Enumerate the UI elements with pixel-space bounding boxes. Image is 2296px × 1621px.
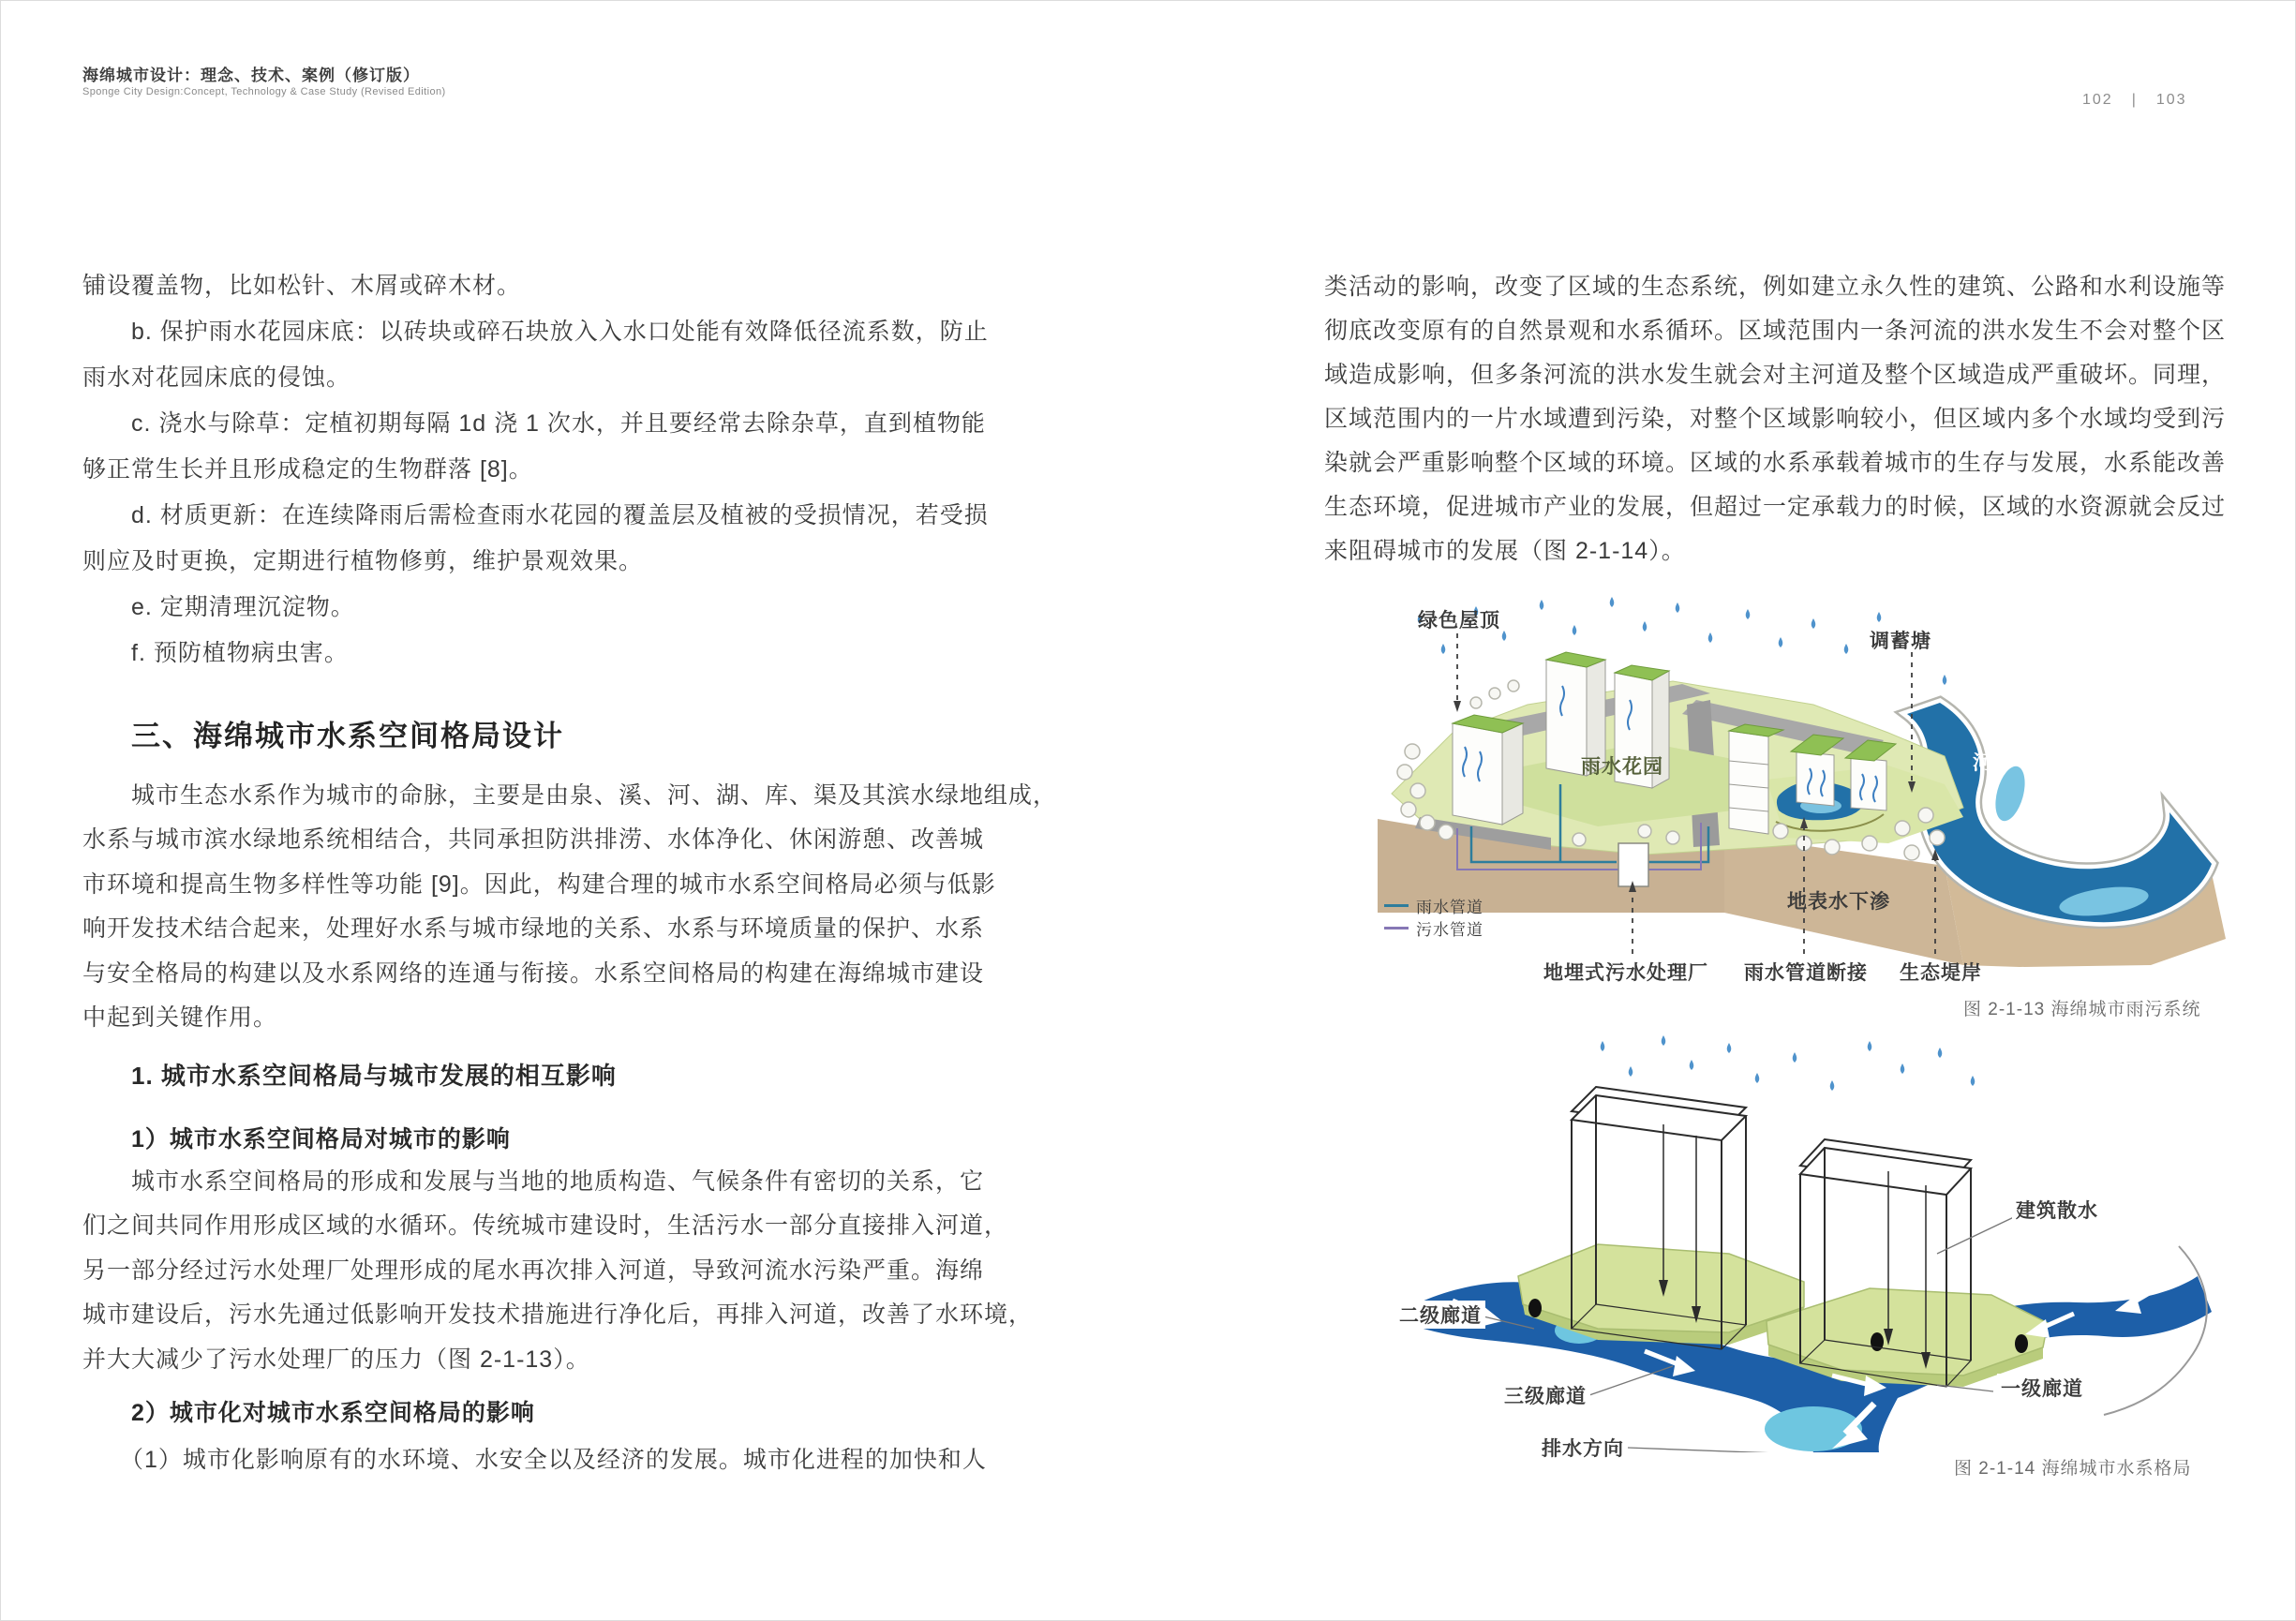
- label-corridor-1: 一级廊道: [1997, 1374, 2087, 1402]
- legend-label: 雨水管道: [1416, 898, 1483, 916]
- text-line: e. 定期清理沉淀物。: [131, 594, 355, 620]
- text-line: 城市水系空间格局的形成和发展与当地的地质构造、气候条件有密切的关系，它: [131, 1168, 985, 1195]
- subheading-1-2: 2）城市化对城市水系空间格局的影响: [131, 1400, 535, 1426]
- label-drain-direction: 排水方向: [1538, 1434, 1628, 1462]
- text-line: 们之间共同作用形成区域的水循环。传统城市建设时，生活污水一部分直接排入河道，: [82, 1212, 1009, 1239]
- text-line: 够正常生长并且形成稳定的生物群落 [8]。: [82, 456, 533, 483]
- text-line: f. 预防植物病虫害。: [131, 640, 349, 666]
- label-building-drain: 建筑散水: [2012, 1196, 2102, 1224]
- rain-icon: [1601, 1035, 1975, 1091]
- figure-1-legend: [1384, 894, 1483, 939]
- label-river: 河: [1973, 752, 1993, 774]
- subheading-1: 1. 城市水系空间格局与城市发展的相互影响: [131, 1062, 617, 1090]
- treatment-plant: [1618, 843, 1648, 886]
- text-line: 雨水对花园床底的侵蚀。: [82, 364, 351, 391]
- label-corridor-2: 二级廊道: [1395, 1301, 1485, 1329]
- text-line: 中起到关键作用。: [82, 1004, 278, 1031]
- text-line: 城市生态水系作为城市的命脉，主要是由泉、溪、河、湖、库、渠及其滨水绿地组成，: [131, 782, 1058, 809]
- book-subtitle: Sponge City Design:Concept, Technology & Case Study (Revised Edition): [82, 86, 446, 97]
- sewage-pipe-swatch-icon: [1384, 927, 1409, 929]
- text-line: 彻底改变原有的自然景观和水系循环。区域范围内一条河流的洪水发生不会对整个区: [1324, 318, 2227, 344]
- text-line: 则应及时更换，定期进行植物修剪，维护景观效果。: [82, 548, 644, 574]
- label-pipe-disconnect: 雨水管道断接: [1744, 962, 1868, 984]
- section-heading: 三、海绵城市水系空间格局设计: [131, 720, 564, 752]
- figure-2-1-13: [1364, 592, 2254, 1037]
- label-eco-bank: 生态堤岸: [1900, 962, 1982, 984]
- page-number-right: 103: [2155, 92, 2187, 108]
- text-line: 来阻碍城市的发展（图 2-1-14）。: [1324, 538, 1686, 564]
- rain-pipe-swatch-icon: [1384, 904, 1409, 907]
- book-title: 海绵城市设计：理念、技术、案例（修订版）: [82, 67, 420, 84]
- legend-item-sewage-pipe: [1384, 916, 1483, 939]
- figure-2-caption: 图 2-1-14 海绵城市水系格局: [1954, 1459, 2192, 1479]
- legend-label: 污水管道: [1416, 920, 1483, 939]
- page-number-left: 102: [2082, 92, 2113, 108]
- text-line: 染就会严重影响整个区域的环境。区域的水系承载着城市的生存与发展，水系能改善: [1324, 450, 2227, 476]
- figure-2-1-14: [1364, 1031, 2254, 1490]
- building: [1453, 715, 1523, 825]
- right-page-column: [1324, 0, 2227, 581]
- text-line: （1）城市化影响原有的水环境、水安全以及经济的发展。城市化进程的加快和人: [120, 1447, 987, 1473]
- left-page-column: [82, 0, 1058, 1621]
- label-green-roof: 绿色屋顶: [1418, 610, 1500, 632]
- figure-1-illustration: [1364, 592, 2254, 986]
- text-line: 区域范围内的一片水域遭到污染，对整个区域影响较小，但区域内多个水域均受到污: [1324, 406, 2227, 432]
- text-line: 另一部分经过污水处理厂处理形成的尾水再次排入河道，导致河流水污染严重。海绵: [82, 1257, 985, 1284]
- legend-item-rain-pipe: [1384, 894, 1483, 916]
- label-surface-infiltration: 地表水下渗: [1787, 891, 1890, 913]
- text-line: 城市建设后，污水先通过低影响开发技术措施进行净化后，再排入河道，改善了水环境，: [82, 1301, 1034, 1328]
- text-line: 响开发技术结合起来，处理好水系与城市绿地的关系、水系与环境质量的保护、水系: [82, 915, 985, 942]
- label-detention-pond: 调蓄塘: [1870, 631, 1931, 652]
- text-line: 类活动的影响，改变了区域的生态系统，例如建立永久性的建筑、公路和水利设施等: [1324, 274, 2227, 300]
- text-line: 水系与城市滨水绿地系统相结合，共同承担防洪排涝、水体净化、休闲游憩、改善城: [82, 826, 985, 853]
- text-line: 并大大减少了污水处理厂的压力（图 2-1-13）。: [82, 1346, 590, 1373]
- text-line: b. 保护雨水花园床底：以砖块或碎石块放入入水口处能有效降低径流系数，防止: [131, 319, 989, 345]
- text-line: 域造成影响，但多条河流的洪水发生就会对主河道及整个区域造成严重破坏。同理，: [1324, 362, 2227, 388]
- label-corridor-3: 三级廊道: [1500, 1381, 1590, 1409]
- text-line: d. 材质更新：在连续降雨后需检查雨水花园的覆盖层及植被的受损情况，若受损: [131, 502, 989, 528]
- page-number-separator: |: [2131, 92, 2138, 108]
- label-rain-garden: 雨水花园: [1581, 756, 1663, 778]
- figure-1-caption: 图 2-1-13 海绵城市雨污系统: [1963, 1000, 2201, 1019]
- text-line: 铺设覆盖物，比如松针、木屑或碎木材。: [82, 273, 522, 299]
- figure-2-illustration: [1364, 1031, 2254, 1452]
- text-line: 市环境和提高生物多样性等功能 [9]。因此，构建合理的城市水系空间格局必须与低影: [82, 871, 996, 898]
- text-line: 与安全格局的构建以及水系网络的连通与衔接。水系空间格局的构建在海绵城市建设: [82, 960, 985, 987]
- text-line: 生态环境，促进城市产业的发展，但超过一定承载力的时候，区域的水资源就会反过: [1324, 494, 2227, 520]
- subheading-1-1: 1）城市水系空间格局对城市的影响: [131, 1126, 511, 1153]
- text-line: c. 浇水与除草：定植初期每隔 1d 浇 1 次水，并且要经常去除杂草，直到植物能: [131, 410, 986, 437]
- label-underground-plant: 地埋式污水处理厂: [1543, 962, 1708, 984]
